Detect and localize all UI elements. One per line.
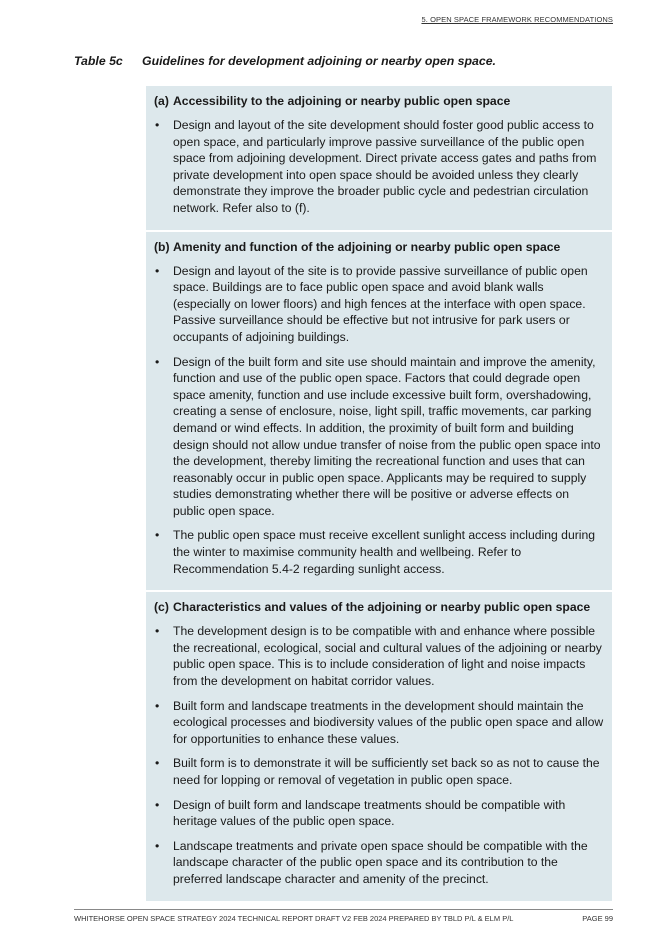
section-title-text: Amenity and function of the adjoining or nearby public open space xyxy=(173,239,561,254)
section-title xyxy=(154,599,604,616)
bullet-icon: • xyxy=(155,838,160,853)
list-item xyxy=(154,623,604,689)
list-item-text: Built form is to demonstrate it will be sufficiently set back so as not to cause the need for lopping or removal of vegetation in public open space. xyxy=(173,756,600,787)
list-item-text: Landscape treatments and private open space should be compatible with the landscape character of the public open space and its contribution to the preferred landscape character and amenity of the precinct. xyxy=(173,838,588,886)
list-item xyxy=(154,527,604,577)
bullet-icon: • xyxy=(155,797,160,812)
list-item-text: The public open space must receive excellent sunlight access including during the winter to maximise community health and wellbeing. Refer to Recommendation 5.4-2 regarding sunlight access. xyxy=(173,528,596,576)
list-item xyxy=(154,755,604,788)
table-title: Guidelines for development adjoining or nearby open space. xyxy=(142,54,496,68)
page-footer xyxy=(74,914,613,923)
list-item-text: Design of built form and landscape treatments should be compatible with heritage values of the public open space. xyxy=(173,797,566,829)
bullet-icon: • xyxy=(155,263,160,278)
section-letter: (b) xyxy=(154,239,170,254)
list-item-text: The development design is to be compatible with and enhance where possible the recreational, ecological, social and cultural values of the adjoining or nearby public open space. This is to include consideration of light and noise impacts from the development on habitat corridor values. xyxy=(173,624,602,689)
bullet-icon: • xyxy=(155,698,160,713)
section-title xyxy=(154,93,604,110)
list-item-text: Design and layout of the site is to provide passive surveillance of public open space. Buildings are to face public open space and avoid blank walls (especially on lower floors) and high fences at the interface with open space. Passive surveillance should be effective but not intrusive for park users or occupants of adjoining buildings. xyxy=(173,263,588,344)
list-item xyxy=(154,354,604,520)
list-item xyxy=(154,838,604,888)
list-item xyxy=(154,698,604,748)
running-header: 5. OPEN SPACE FRAMEWORK RECOMMENDATIONS xyxy=(421,15,613,24)
bullet-icon: • xyxy=(155,118,160,132)
section-characteristics xyxy=(146,592,612,900)
guidelines-table xyxy=(146,86,612,903)
list-item xyxy=(154,117,604,217)
list-item-text: Design of the built form and site use should maintain and improve the amenity, function and use of the public open space. Factors that could degrade open space amenity, function and use include excessive built form, overshadowing, creating a sense of enclosure, noise, light spill, traffic movements, car parking demand or wind effects. In addition, the proximity of built form and building design should not allow undue transfer of noise from the public open space into the development, thereby limiting the recreational function and uses that can reasonably occur in public open space. Applicants may be required to supply studies demonstrating whether there will be positive or adverse effects on public open space. xyxy=(173,354,601,518)
bullet-icon: • xyxy=(155,528,160,543)
list-item-text: Design and layout of the site development should foster good public access to open space, and particularly improve passive surveillance of the public open space from adjoining development. Direct private access gates and paths from private development into open space should be avoided unless they clearly demonstrate they improve the broader public cycle and pedestrian circulation network. Refer also to (f). xyxy=(173,118,597,215)
section-letter: (a) xyxy=(154,94,169,108)
bullet-icon: • xyxy=(155,354,160,369)
bullet-icon: • xyxy=(155,624,160,639)
section-letter: (c) xyxy=(154,600,169,615)
section-title xyxy=(154,239,604,256)
list-item-text: Built form and landscape treatments in the development should maintain the ecological processes and biodiversity values of the public open space and allow for opportunities to enhance these values. xyxy=(173,698,604,746)
section-title-text: Characteristics and values of the adjoining or nearby public open space xyxy=(173,600,591,615)
page-number: PAGE 99 xyxy=(582,914,613,923)
footer-divider xyxy=(74,909,613,910)
list-item xyxy=(154,797,604,830)
section-accessibility xyxy=(146,86,612,230)
table-number: Table 5c xyxy=(74,54,123,68)
section-title-text: Accessibility to the adjoining or nearby public open space xyxy=(173,94,511,108)
footer-document-info: WHITEHORSE OPEN SPACE STRATEGY 2024 TECHNICAL REPORT DRAFT V2 FEB 2024 PREPARED BY TBLD P/L & ELM P/L xyxy=(74,914,514,923)
bullet-icon: • xyxy=(155,756,160,771)
table-caption xyxy=(74,54,496,68)
section-amenity xyxy=(146,232,612,591)
list-item xyxy=(154,263,604,346)
